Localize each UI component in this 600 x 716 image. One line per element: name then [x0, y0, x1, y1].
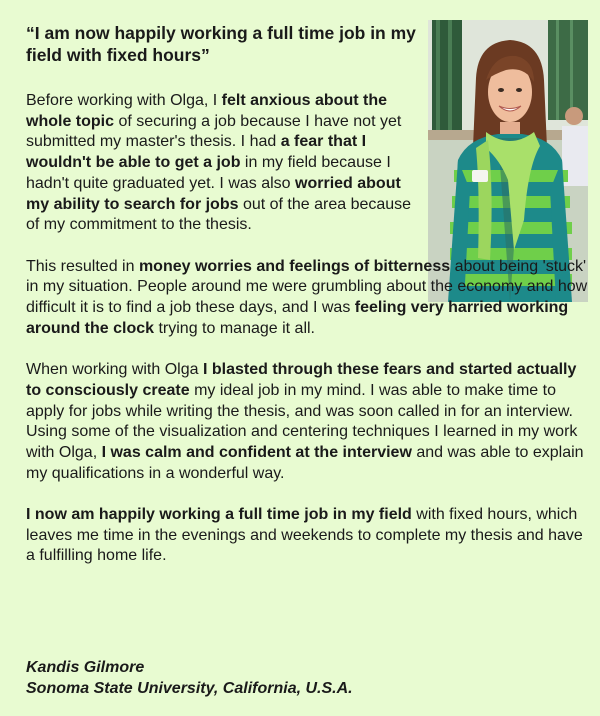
- paragraph-text: Before working with Olga, I felt anxious about the whole topic of securing a job because I have not yet submitted my master's thesis. I had a fear that I wouldn't be able to get a job in my field because I hadn't quite graduated yet. I was also worried about my ability to search for jobs out of the area because of my commitment to the thesis.: [26, 92, 412, 234]
- testimonial-signature: [26, 657, 353, 699]
- testimonial-body: [26, 91, 592, 588]
- author-name: Kandis Gilmore: [26, 659, 145, 676]
- testimonial-paragraph: I now am happily working a full time job in my field with fixed hours, which leaves me time in the evenings and weekends to complete my thesis and have a fulfilling home life.: [26, 506, 583, 565]
- testimonial-paragraph: When working with Olga I blasted through these fears and started actually to consciously create my ideal job in my mind. I was able to make time to apply for jobs while writing the thesis, and was soon called in for an interview. Using some of the visualization and centering techniques I learned in my work with Olga, I was calm and confident at the interview and was able to explain my qualifications in a wonderful way.: [26, 361, 584, 482]
- testimonial-headline: “I am now happily working a full time job in my field with fixed hours”: [26, 23, 416, 65]
- testimonial-paragraph: This resulted in money worries and feelings of bitterness about being 'stuck' in my situation. People around me were grumbling about the economy and how difficult it is to find a job these days, and I was feeling very harried working around the clock trying to manage it all.: [26, 257, 588, 337]
- author-affiliation: Sonoma State University, California, U.S.A.: [26, 680, 353, 697]
- testimonial-paragraph: [26, 91, 592, 236]
